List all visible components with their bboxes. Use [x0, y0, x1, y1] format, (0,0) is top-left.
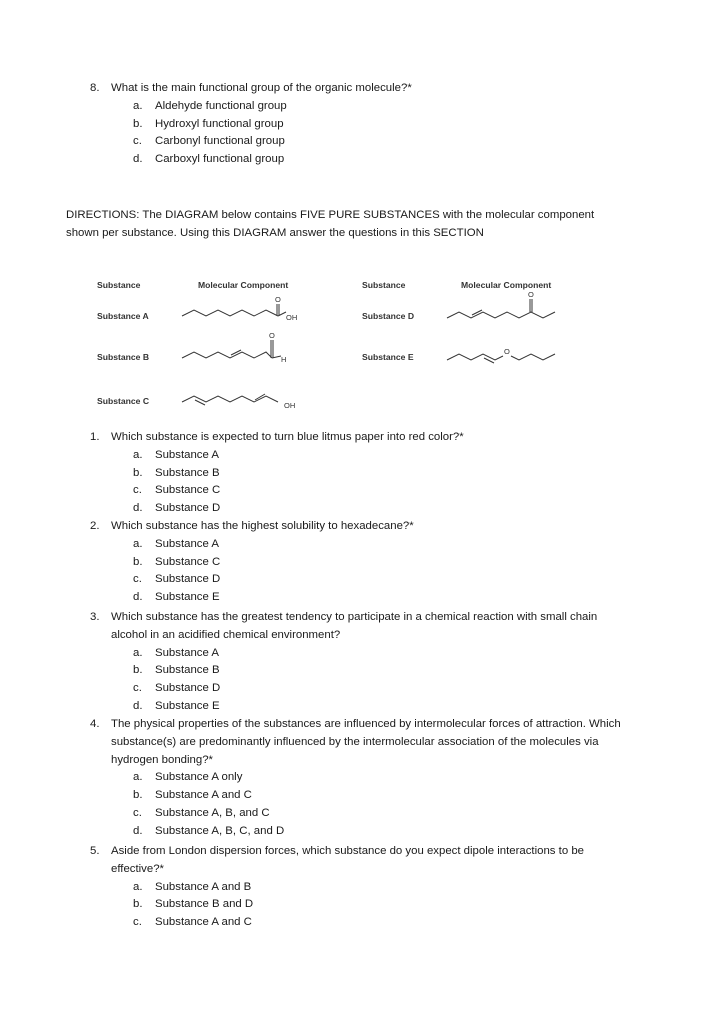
group-label-e: O [504, 347, 510, 356]
option-b[interactable] [133, 896, 630, 914]
option-text: Substance B and D [155, 898, 254, 911]
option-d[interactable] [133, 823, 630, 841]
option-text: Substance D [155, 682, 221, 695]
option-letter: d. [133, 824, 143, 837]
option-list [90, 645, 630, 716]
double-bond [472, 310, 482, 315]
option-c[interactable] [133, 133, 630, 151]
label-substance-a: Substance A [97, 311, 149, 321]
option-letter: b. [133, 555, 143, 568]
option-letter: a. [133, 448, 143, 461]
group-label-a: OH [286, 313, 298, 322]
option-a[interactable] [133, 536, 630, 554]
option-text: Substance A and B [155, 880, 252, 893]
option-c[interactable] [133, 482, 630, 500]
label-substance-b: Substance B [97, 352, 150, 362]
option-b[interactable] [133, 465, 630, 483]
question-number: 5. [90, 845, 100, 857]
option-letter: b. [133, 789, 143, 802]
question-text: Aside from London dispersion forces, which substance do you expect dipole interactions to be effective?* [111, 845, 584, 875]
structure-substance-b [180, 326, 320, 366]
carbon-chain [182, 352, 272, 358]
svg-text:O: O [528, 290, 534, 299]
option-letter: b. [133, 117, 143, 130]
option-letter: c. [133, 484, 142, 497]
option-a[interactable] [133, 98, 630, 116]
structure-substance-e [445, 340, 565, 370]
option-b[interactable] [133, 554, 630, 572]
option-letter: c. [133, 135, 142, 148]
question-2 [90, 518, 630, 607]
option-list [90, 769, 630, 840]
option-text: Substance C [155, 484, 221, 497]
option-c[interactable] [133, 805, 630, 823]
question-text: What is the main functional group of the organic molecule?* [111, 82, 412, 94]
structure-substance-d [445, 290, 565, 322]
option-letter: d. [133, 699, 143, 712]
question-text: The physical properties of the substances are influenced by intermolecular forces of attraction. Which substance(s) are predominantly influenced by the intermolecular association of the molecules via hydrogen bonding?* [111, 718, 621, 766]
option-text: Substance C [155, 555, 221, 568]
option-text: Substance B [155, 466, 220, 479]
option-text: Substance A [155, 537, 219, 550]
option-a[interactable] [133, 447, 630, 465]
question-text: Which substance has the greatest tendency to participate in a chemical reaction with small chain alcohol in an acidified chemical environment? [111, 611, 598, 641]
option-text: Substance A and C [155, 916, 252, 929]
header-component-left: Molecular Component [198, 280, 289, 290]
option-c[interactable] [133, 914, 630, 932]
option-text: Substance A only [155, 771, 243, 784]
option-text: Carboxyl functional group [155, 153, 285, 166]
option-letter: a. [133, 99, 143, 112]
option-letter: c. [133, 806, 142, 819]
option-letter: b. [133, 898, 143, 911]
question-number: 2. [90, 520, 100, 532]
option-d[interactable] [133, 500, 630, 518]
option-text: Substance D [155, 573, 221, 586]
question-1 [90, 429, 630, 518]
option-text: Substance B [155, 664, 220, 677]
option-letter: d. [133, 153, 143, 166]
structure-substance-a [180, 294, 320, 324]
option-letter: c. [133, 916, 142, 929]
question-3 [90, 609, 630, 716]
option-list [90, 536, 630, 607]
header-substance-right: Substance [362, 280, 406, 290]
option-letter: b. [133, 664, 143, 677]
option-list [90, 879, 630, 932]
option-c[interactable] [133, 680, 630, 698]
option-text: Substance A, B, C, and D [155, 824, 285, 837]
option-a[interactable] [133, 645, 630, 663]
header-component-right: Molecular Component [461, 280, 552, 290]
question-5 [90, 843, 630, 932]
option-letter: d. [133, 591, 143, 604]
label-substance-e: Substance E [362, 352, 414, 362]
option-text: Carbonyl functional group [155, 135, 285, 148]
carbon-chain [447, 312, 555, 318]
option-a[interactable] [133, 769, 630, 787]
question-number: 4. [90, 718, 100, 730]
option-b[interactable] [133, 662, 630, 680]
option-letter: a. [133, 646, 143, 659]
option-list [90, 98, 630, 169]
option-c[interactable] [133, 571, 630, 589]
question-number: 8. [90, 82, 100, 94]
double-bond [231, 350, 241, 355]
option-letter: c. [133, 682, 142, 695]
option-letter: b. [133, 466, 143, 479]
option-text: Substance D [155, 502, 221, 515]
header-substance-left: Substance [97, 280, 141, 290]
option-b[interactable] [133, 116, 630, 134]
label-substance-c: Substance C [97, 396, 150, 406]
group-label-b: H [281, 355, 287, 364]
question-4 [90, 716, 630, 841]
svg-text:O: O [275, 295, 281, 304]
svg-text:O: O [269, 331, 275, 340]
option-text: Substance E [155, 699, 220, 712]
question-8 [90, 80, 630, 169]
option-d[interactable] [133, 151, 630, 169]
directions-text: DIRECTIONS: The DIAGRAM below contains FIVE PURE SUBSTANCES with the molecular component shown per substance. Using this DIAGRAM answer the questions in this SECTION [66, 209, 595, 239]
option-d[interactable] [133, 589, 630, 607]
option-a[interactable] [133, 879, 630, 897]
option-list [90, 447, 630, 518]
option-text: Substance A [155, 646, 219, 659]
structure-substance-c [180, 382, 320, 412]
question-text: Which substance has the highest solubility to hexadecane?* [111, 520, 414, 532]
option-letter: a. [133, 537, 143, 550]
question-text: Which substance is expected to turn blue litmus paper into red color?* [111, 431, 464, 443]
option-d[interactable] [133, 698, 630, 716]
option-text: Substance A, B, and C [155, 806, 270, 819]
option-b[interactable] [133, 787, 630, 805]
substance-diagram [0, 270, 712, 420]
question-number: 3. [90, 611, 100, 623]
option-letter: a. [133, 771, 143, 784]
option-text: Aldehyde functional group [155, 99, 287, 112]
carbon-chain [511, 354, 555, 360]
carbon-chain [182, 310, 278, 316]
option-text: Substance A [155, 448, 219, 461]
option-text: Substance E [155, 591, 220, 604]
question-number: 1. [90, 431, 100, 443]
group-label-c: OH [284, 401, 296, 410]
carbon-chain [447, 354, 503, 360]
option-text: Substance A and C [155, 789, 252, 802]
option-letter: d. [133, 502, 143, 515]
option-letter: a. [133, 880, 143, 893]
option-text: Hydroxyl functional group [155, 117, 284, 130]
option-letter: c. [133, 573, 142, 586]
label-substance-d: Substance D [362, 311, 415, 321]
